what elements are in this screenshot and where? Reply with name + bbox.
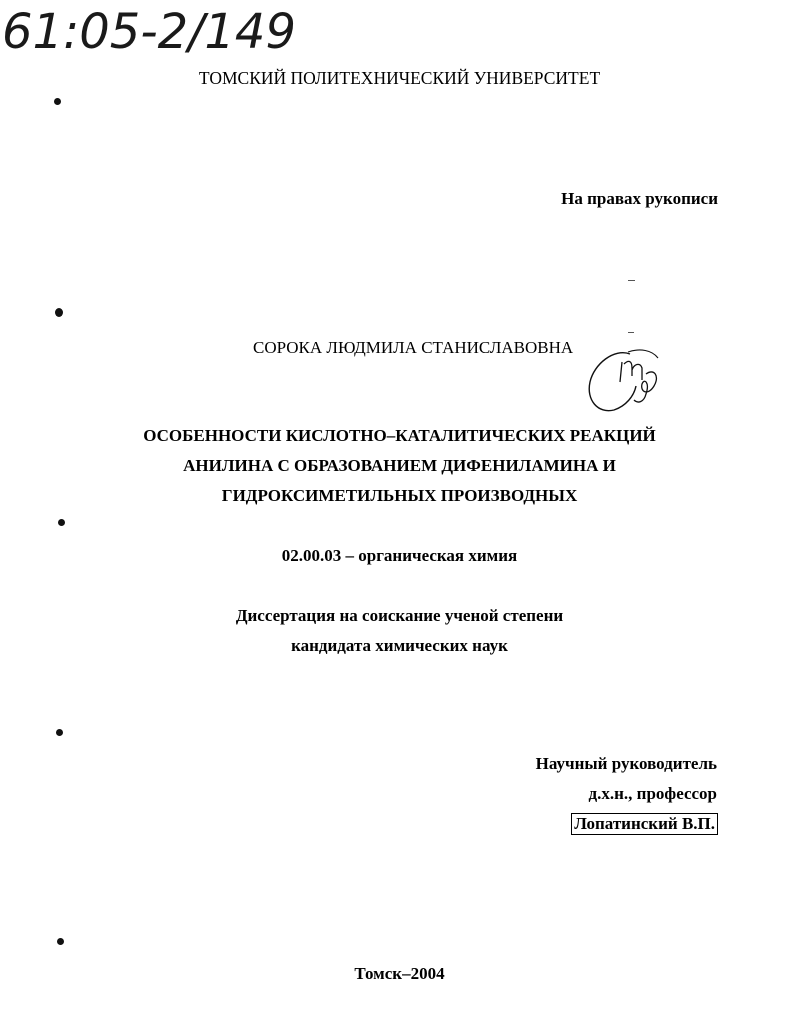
catalog-number-text: 61:05-2/149 [2,4,296,58]
specialty-code: 02.00.03 – органическая химия [281,546,518,565]
dissertation-title-line-1: ОСОБЕННОСТИ КИСЛОТНО–КАТАЛИТИЧЕСКИХ РЕАКЦИЙ [143,426,656,445]
supervisor-degree: д.х.н., профессор [588,784,717,803]
margin-dot [54,98,61,105]
margin-dot [56,729,63,736]
dissertation-title-line-2: АНИЛИНА С ОБРАЗОВАНИЕМ ДИФЕНИЛАМИНА И [183,456,616,475]
dissertation-title-line-3: ГИДРОКСИМЕТИЛЬНЫХ ПРОИЗВОДНЫХ [221,486,578,505]
city-year: Томск–2004 [354,964,445,983]
author-signature [584,330,664,416]
supervisor-label: Научный руководитель [535,754,717,773]
degree-line-2: кандидата химических наук [291,636,508,655]
margin-dot [55,308,63,317]
handwritten-catalog-number [0,0,340,58]
supervisor-name: Лопатинский В.П. [571,813,718,835]
margin-dot [57,938,64,945]
author-name: СОРОКА ЛЮДМИЛА СТАНИСЛАВОВНА [253,338,574,357]
margin-dot [58,519,65,526]
university-name: ТОМСКИЙ ПОЛИТЕХНИЧЕСКИЙ УНИВЕРСИТЕТ [198,68,601,88]
scan-speck [628,332,634,333]
degree-line-1: Диссертация на соискание ученой степени [235,606,564,625]
scan-speck [628,280,635,281]
rights-notice: На правах рукописи [561,189,718,208]
